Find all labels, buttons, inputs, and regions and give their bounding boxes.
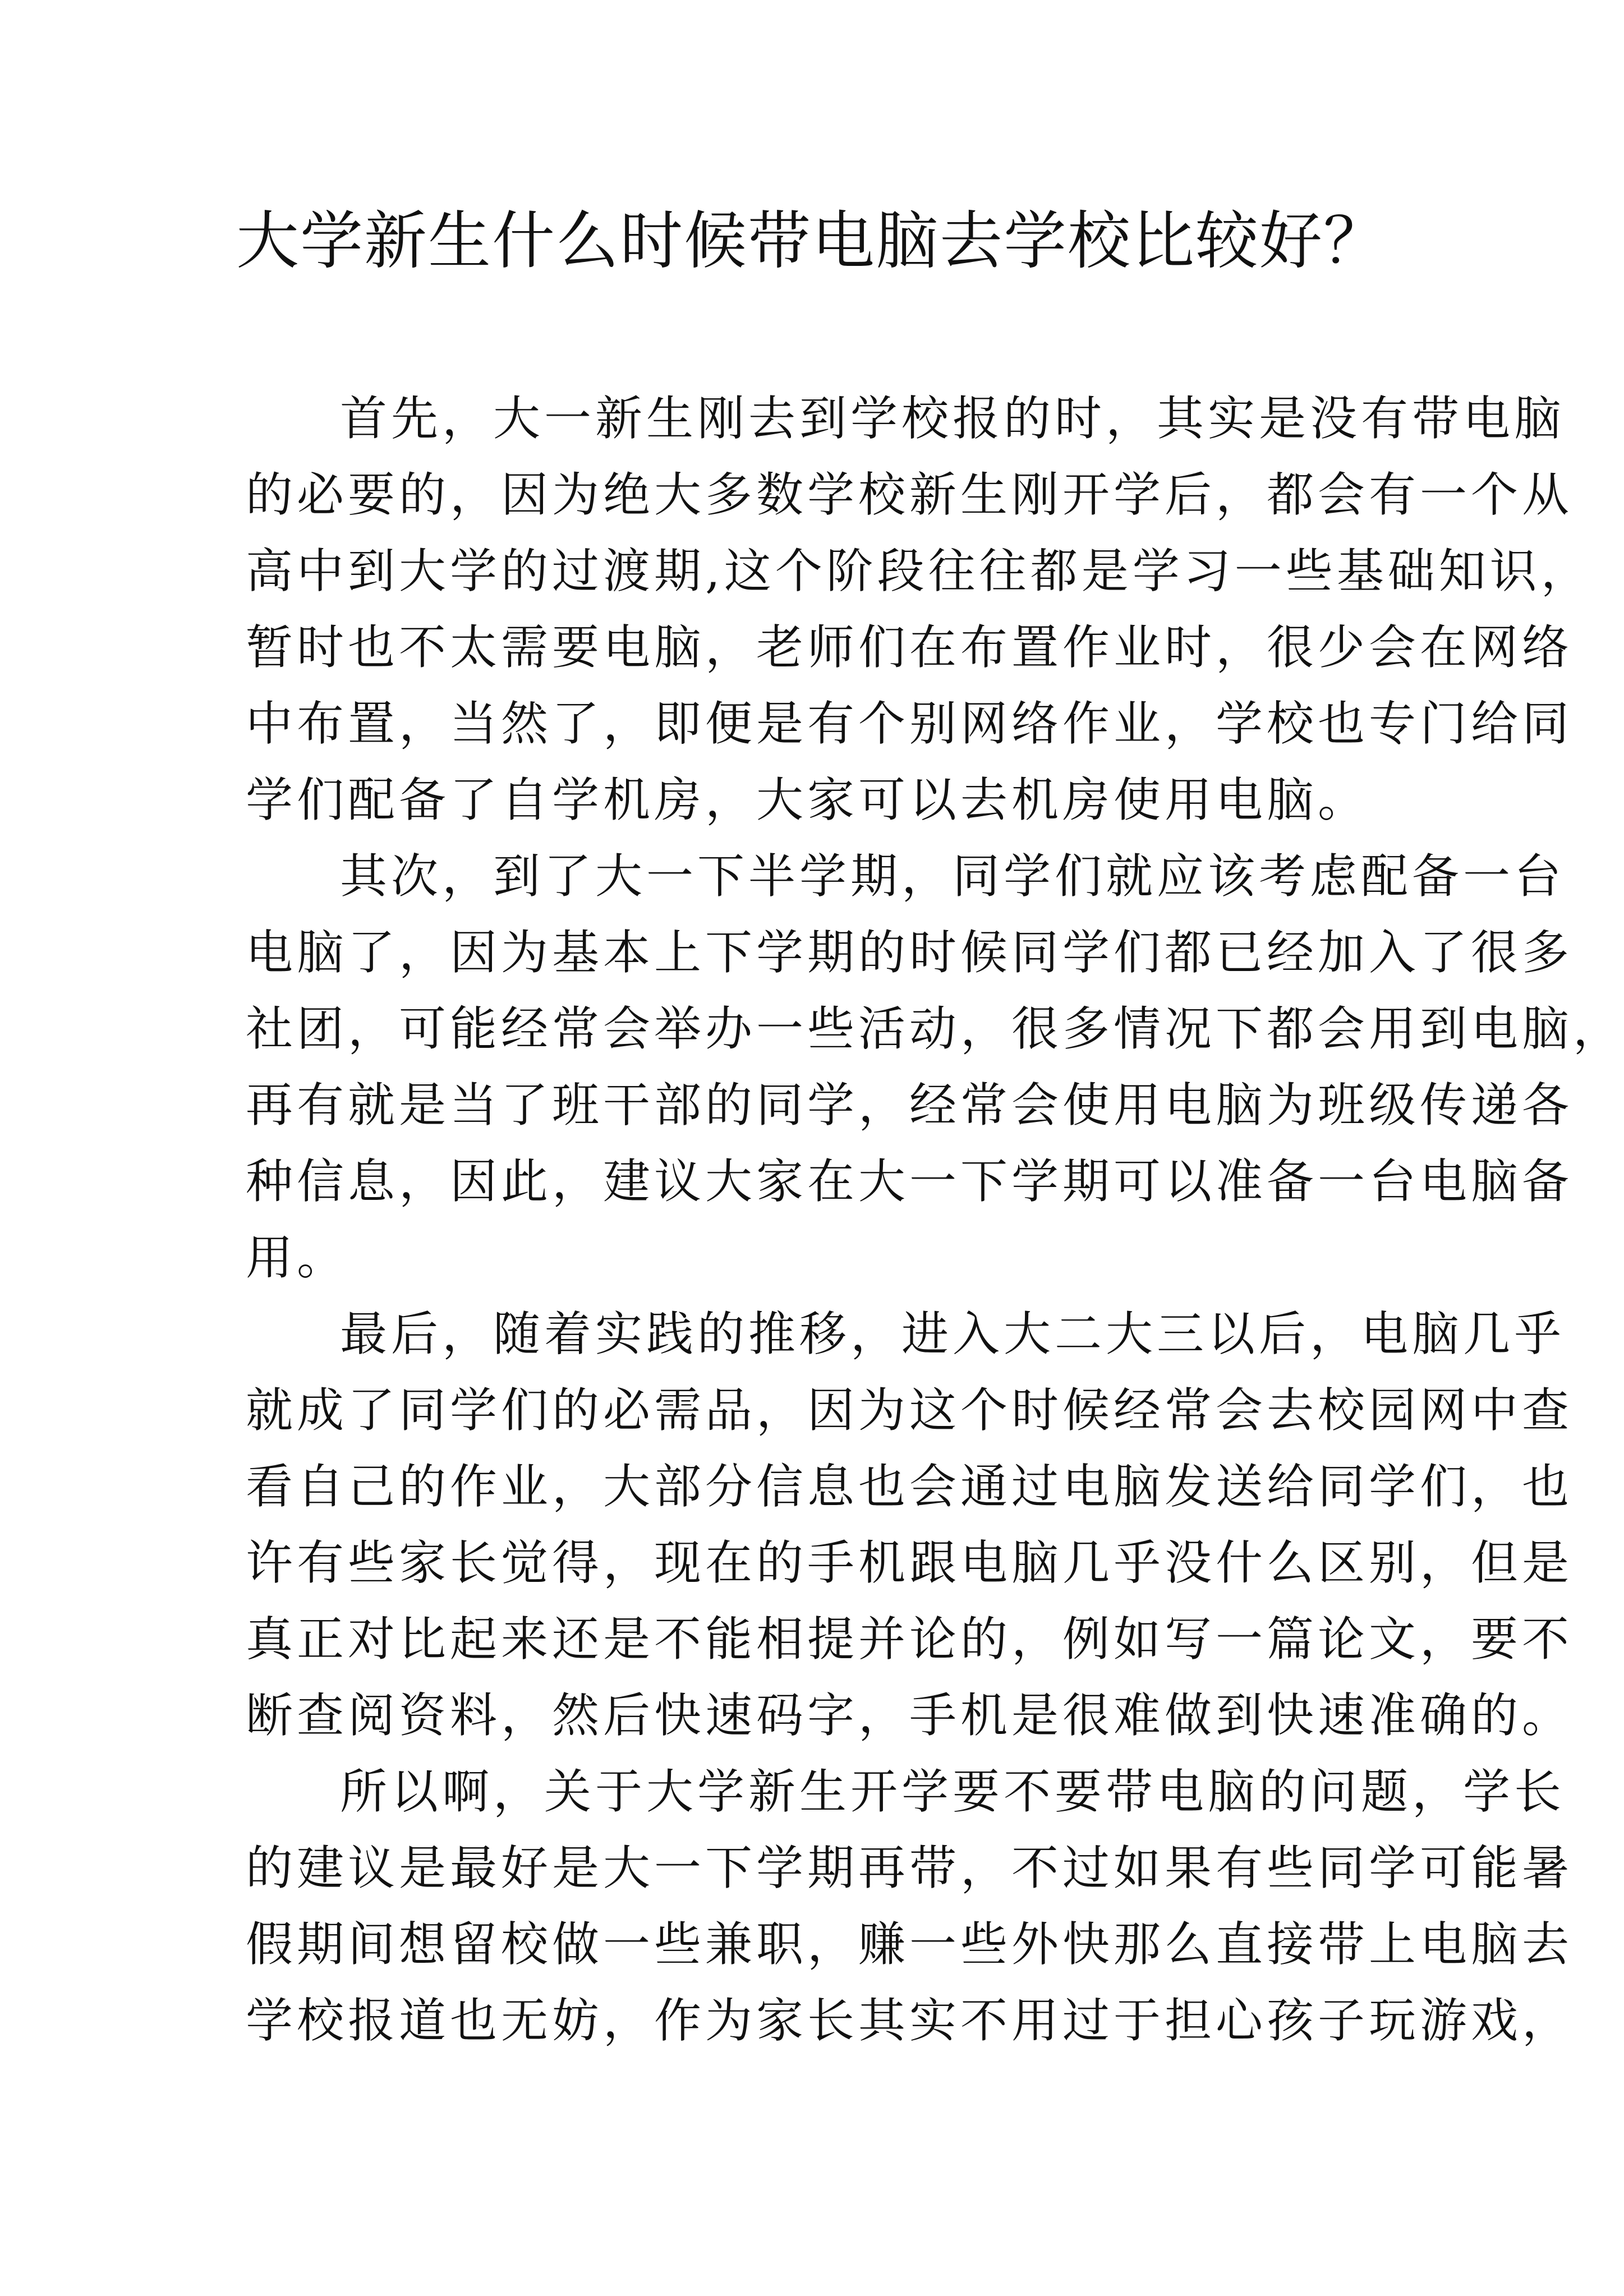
paragraph-2-line-4: 再有就是当了班干部的同学，经常会使用电脑为班级传递各	[246, 1078, 1574, 1133]
paragraph-4-line-3: 假期间想留校做一些兼职，赚一些外快那么直接带上电脑去	[246, 1917, 1574, 1972]
paragraph-1-line-3: 高中到大学的过渡期,这个阶段往往都是学习一些基础知识，	[246, 544, 1592, 599]
paragraph-3-line-5: 真正对比起来还是不能相提并论的，例如写一篇论文，要不	[246, 1612, 1574, 1667]
paragraph-2-line-2: 电脑了，因为基本上下学期的时候同学们都已经加入了很多	[246, 925, 1574, 980]
paragraph-1-line-1: 首先，大一新生刚去到学校报的时，其实是没有带电脑	[340, 391, 1566, 446]
paragraph-3-line-3: 看自己的作业，大部分信息也会通过电脑发送给同学们，也	[246, 1459, 1574, 1514]
paragraph-1-line-4: 暂时也不太需要电脑，老师们在布置作业时，很少会在网络	[246, 620, 1574, 675]
paragraph-2-line-1: 其次，到了大一下半学期，同学们就应该考虑配备一台	[340, 849, 1566, 904]
paragraph-4-line-4: 学校报道也无妨，作为家长其实不用过于担心孩子玩游戏，	[246, 1993, 1574, 2048]
paragraph-2-line-5: 种信息，因此，建议大家在大一下学期可以准备一台电脑备	[246, 1154, 1574, 1209]
paragraph-4-line-2: 的建议是最好是大一下学期再带，不过如果有些同学可能暑	[246, 1841, 1574, 1895]
paragraph-3-line-2: 就成了同学们的必需品，因为这个时候经常会去校园网中查	[246, 1383, 1574, 1438]
paragraph-4-line-1: 所以啊，关于大学新生开学要不要带电脑的问题，学长	[340, 1764, 1566, 1819]
paragraph-1-line-6: 学们配备了自学机房，大家可以去机房使用电脑。	[246, 772, 1369, 827]
paragraph-2-line-6: 用。	[246, 1230, 348, 1285]
paragraph-3-line-1: 最后，随着实践的推移，进入大二大三以后，电脑几乎	[340, 1306, 1566, 1361]
paragraph-1-line-5: 中布置，当然了，即便是有个别网络作业，学校也专门给同	[246, 696, 1574, 751]
paragraph-1-line-2: 的必要的，因为绝大多数学校新生刚开学后，都会有一个从	[246, 467, 1574, 522]
paragraph-3-line-4: 许有些家长觉得，现在的手机跟电脑几乎没什么区别，但是	[246, 1535, 1574, 1590]
paragraph-3-line-6: 断查阅资料，然后快速码字，手机是很难做到快速准确的。	[246, 1688, 1574, 1743]
document-title: 大学新生什么时候带电脑去学校比较好？	[236, 205, 1387, 278]
paragraph-2-line-3: 社团，可能经常会举办一些活动，很多情况下都会用到电脑，	[246, 1001, 1624, 1056]
document-body	[246, 380, 1624, 2059]
